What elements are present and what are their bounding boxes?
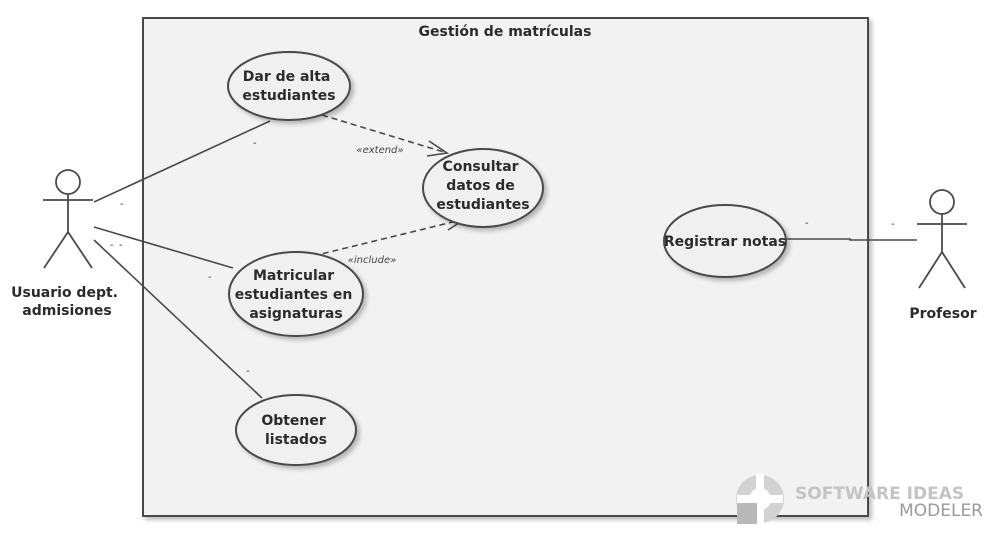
use-case-matricular[interactable] xyxy=(229,252,363,336)
svg-text:Consultar datos de xyxy=(436,159,529,213)
use-case-label: Consultar xyxy=(442,159,519,175)
use-case-listados[interactable] xyxy=(236,395,356,465)
multiplicity-mark: - xyxy=(110,240,114,251)
stick-figure-icon xyxy=(917,190,967,288)
use-case-consultar[interactable] xyxy=(423,149,543,227)
extend-label: «extend» xyxy=(356,145,404,156)
actor-label: Usuario dept. xyxy=(11,285,118,301)
use-case-label: estudiantes xyxy=(436,197,530,213)
actor-label: Profesor xyxy=(909,306,977,322)
use-case-label: Registrar notas xyxy=(663,234,787,250)
use-case-label: Matricular xyxy=(252,268,335,284)
watermark-line1: SOFTWARE IDEAS xyxy=(795,484,965,504)
multiplicity-mark: - xyxy=(208,272,212,283)
svg-text:Registrar notas xyxy=(664,234,786,250)
include-label: «include» xyxy=(347,255,397,266)
use-case-label: estudiantes xyxy=(242,88,336,104)
use-case-alta[interactable] xyxy=(228,52,350,120)
actor-admisiones[interactable] xyxy=(11,170,123,319)
multiplicity-mark: - xyxy=(805,218,809,229)
use-case-notas[interactable] xyxy=(664,205,786,277)
use-case-label: Dar de alta xyxy=(242,69,331,85)
use-case-label: asignaturas xyxy=(249,306,343,322)
multiplicity-mark: - xyxy=(119,240,123,251)
multiplicity-mark: - xyxy=(246,366,250,377)
actor-profesor[interactable] xyxy=(909,190,976,322)
multiplicity-mark: - xyxy=(253,138,257,149)
use-case-label: estudiantes en xyxy=(234,287,353,303)
system-title: Gestión de matrículas xyxy=(418,24,592,40)
use-case-label: Obtener xyxy=(261,413,326,429)
svg-text:Matricular estudiantes e xyxy=(235,268,357,322)
multiplicity-mark: - xyxy=(120,199,124,210)
stick-figure-icon xyxy=(43,170,93,268)
svg-text:Usuario dept. admisiones xyxy=(11,285,123,319)
use-case-label: listados xyxy=(264,432,328,448)
svg-text:Profesor xyxy=(909,306,976,322)
multiplicity-mark: - xyxy=(891,219,895,230)
watermark-line2: MODELER xyxy=(899,501,983,521)
use-case-label: datos de xyxy=(446,178,515,194)
actor-label: admisiones xyxy=(22,303,112,319)
